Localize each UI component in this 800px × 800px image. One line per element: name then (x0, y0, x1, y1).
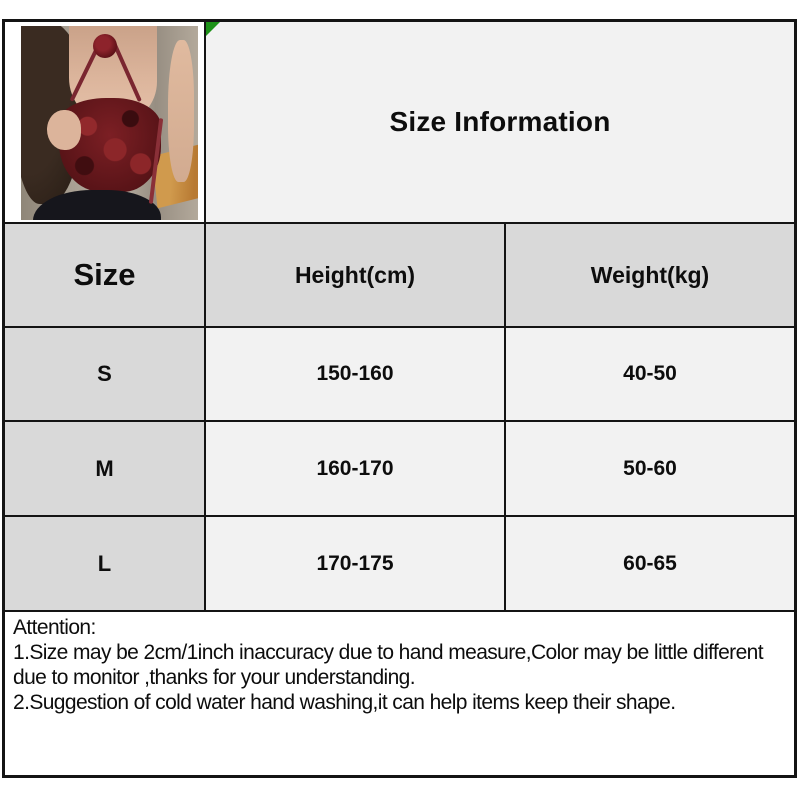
title-cell (206, 22, 794, 222)
photo-arm-shape (168, 40, 194, 182)
size-info-sheet (2, 19, 797, 778)
size-cell-l: L (5, 517, 204, 610)
attention-box (5, 612, 794, 775)
page-title: Size Information (389, 106, 611, 137)
product-photo (21, 26, 198, 220)
size-cell-s: S (5, 328, 204, 420)
weight-cell-l: 60-65 (506, 517, 794, 610)
column-header-weight: Weight(kg) (506, 224, 794, 326)
column-header-size: Size (5, 224, 204, 326)
height-cell-s: 150-160 (206, 328, 504, 420)
weight-cell-m: 50-60 (506, 422, 794, 515)
weight-cell-s: 40-50 (506, 328, 794, 420)
product-photo-cell (5, 22, 204, 222)
attention-note: 1.Size may be 2cm/1inch inaccuracy due to hand measure,Color may be little different due to monitor ,thanks for your understanding. (13, 641, 763, 689)
photo-hand-shape (47, 110, 81, 150)
photo-rose-choker-shape (93, 34, 117, 58)
height-cell-l: 170-175 (206, 517, 504, 610)
attention-heading: Attention: (13, 616, 96, 639)
column-header-height: Height(cm) (206, 224, 504, 326)
green-corner-marker-icon (206, 22, 220, 36)
attention-note: 2.Suggestion of cold water hand washing,it can help items keep their shape. (13, 691, 676, 714)
height-cell-m: 160-170 (206, 422, 504, 515)
size-cell-m: M (5, 422, 204, 515)
